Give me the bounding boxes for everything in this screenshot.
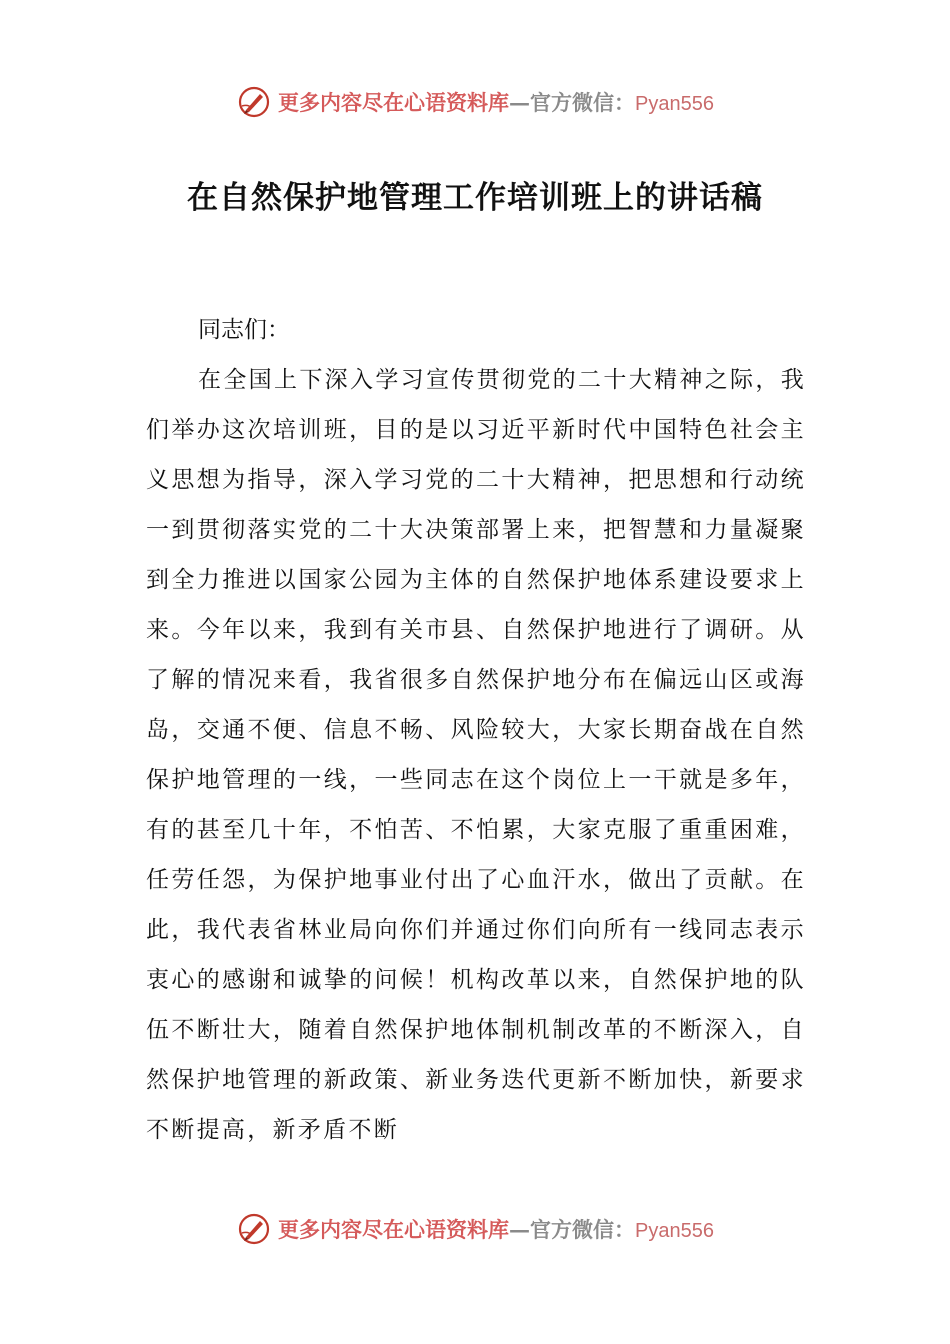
salutation: 同志们： xyxy=(198,317,290,343)
header-banner-text xyxy=(278,87,714,117)
pen-circle-logo-icon xyxy=(236,84,272,120)
footer-wechat-id: Pyan556 xyxy=(635,1220,714,1242)
footer-banner-text xyxy=(278,1214,714,1244)
pen-circle-logo-icon xyxy=(236,1211,272,1247)
document-body xyxy=(146,305,806,1155)
document-title: 在自然保护地管理工作培训班上的讲话稿 xyxy=(187,180,763,216)
footer-site-text: 更多内容尽在心语资料库 xyxy=(278,1217,510,1242)
footer-banner xyxy=(0,1209,950,1249)
header-wechat-id: Pyan556 xyxy=(635,93,714,115)
body-paragraph: 在全国上下深入学习宣传贯彻党的二十大精神之际，我们举办这次培训班，目的是以习近平新时代中国特色社会主义思想为指导，深入学习党的二十大精神，把思想和行动统一到贯彻落实党的二十大决策部署上来，把智慧和力量凝聚到全力推进以国家公园为主体的自然保护地体系建设要求上来。今年以来，我到有关市县、自然保护地进行了调研。从了解的情况来看，我省很多自然保护地分布在偏远山区或海岛，交通不便、信息不畅、风险较大，大家长期奋战在自然保护地管理的一线，一些同志在这个岗位上一干就是多年，有的甚至几十年，不怕苦、不怕累，大家克服了重重困难，任劳任怨，为保护地事业付出了心血汗水，做出了贡献。在此，我代表省林业局向你们并通过你们向所有一线同志表示衷心的感谢和诚挚的问候！机构改革以来，自然保护地的队伍不断壮大，随着自然保护地体制机制改革的不断深入，自然保护地管理的新政策、新业务迭代更新不断加快，新要求不断提高，新矛盾不断 xyxy=(146,367,806,1143)
header-contact-text: —官方微信： xyxy=(509,90,636,115)
footer-contact-text: —官方微信： xyxy=(509,1217,636,1242)
header-banner xyxy=(0,82,950,122)
header-site-text: 更多内容尽在心语资料库 xyxy=(278,90,510,115)
